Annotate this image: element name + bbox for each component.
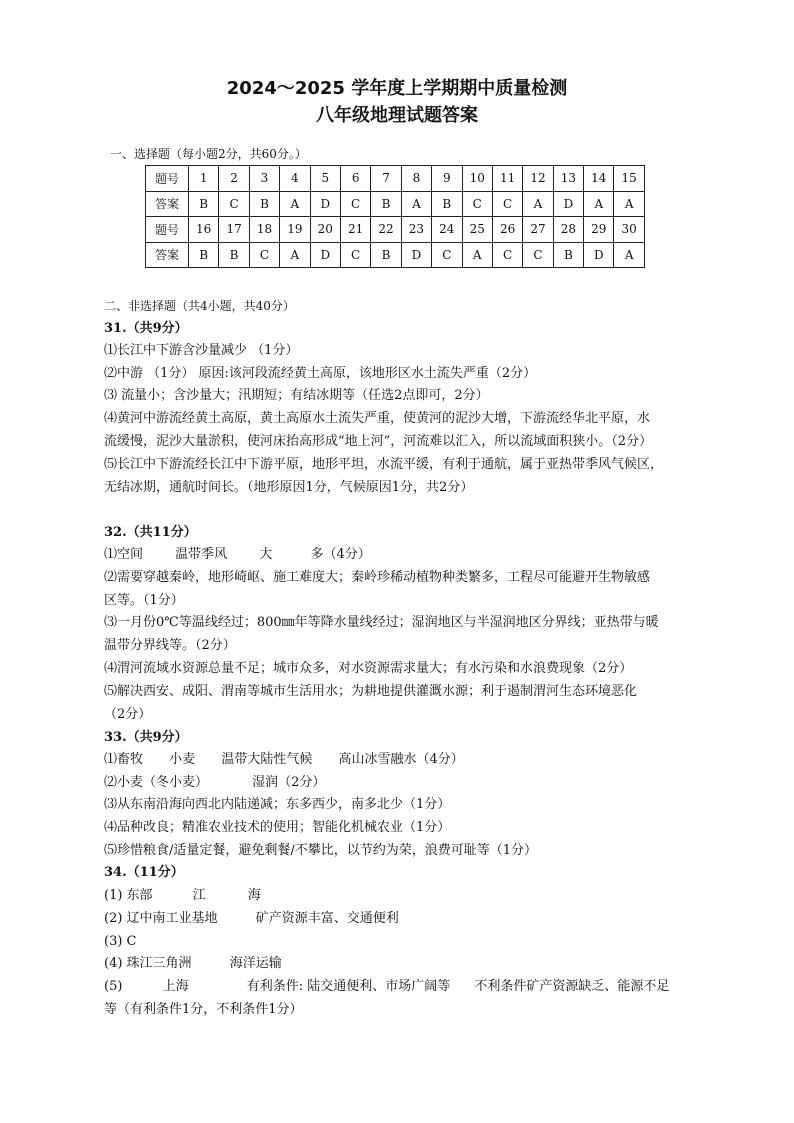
q34-answer: (5): [104, 979, 123, 994]
row-header-cell: 答案: [146, 242, 189, 268]
answer-cell: A: [523, 191, 553, 217]
q31-line: 无结冰期，通航时间长。（地形原因1分，气候原因1分，共2分）: [104, 480, 474, 495]
answer-cell: C: [492, 242, 522, 268]
question-number-cell: 6: [340, 166, 370, 192]
question-number-cell: 1: [189, 166, 219, 192]
answer-cell: B: [553, 242, 583, 268]
q34-line: (3) C: [104, 934, 137, 949]
table-row: [146, 217, 645, 243]
answer-cell: C: [340, 242, 370, 268]
q33-answer: ⑵小麦（冬小麦）: [104, 775, 209, 790]
q33-line: ⑷品种改良；精准农业技术的使用；智能化机械农业（1分）: [104, 820, 451, 835]
q34-line: [104, 979, 669, 995]
q33-answer: 湿润（2分）: [252, 775, 326, 790]
answer-cell: A: [584, 191, 614, 217]
q33-answer: ⑴畜牧: [104, 752, 144, 767]
question-number-cell: 2: [219, 166, 249, 192]
q33-line: ⑶从东南沿海向西北内陆递减；东多西少，南多北少（1分）: [104, 797, 451, 812]
question-number-cell: 10: [462, 166, 492, 192]
q34-answer: (2) 辽中南工业基地: [104, 911, 218, 926]
q33-answer: 温带大陆性气候: [221, 752, 313, 767]
q31-line: 流缓慢，泥沙大量淤积，使河床抬高形成“地上河”，河流难以汇入，所以流域面积狭小。（2分）: [104, 434, 653, 449]
doc-title-line2: 八年级地理试题答案: [316, 105, 478, 126]
question-number-cell: 27: [523, 217, 553, 243]
answer-table: [145, 165, 645, 268]
row-header-cell: 题号: [146, 166, 189, 192]
question-number-cell: 4: [280, 166, 310, 192]
question-number-cell: 8: [401, 166, 431, 192]
question-number-cell: 21: [340, 217, 370, 243]
q32-answer: 温带季风: [175, 547, 228, 562]
answer-cell: D: [401, 242, 431, 268]
answer-cell: C: [523, 242, 553, 268]
answer-cell: A: [614, 191, 644, 217]
question-number-cell: 12: [523, 166, 553, 192]
q34-answer: (4) 珠江三角洲: [104, 956, 192, 971]
q31-title: 31.（共9分）: [104, 321, 188, 336]
answer-cell: D: [584, 242, 614, 268]
q32-line: （2分）: [104, 707, 152, 722]
q33-answer: 小麦: [169, 752, 196, 767]
answer-cell: B: [371, 191, 401, 217]
question-number-cell: 3: [249, 166, 279, 192]
answer-cell: C: [432, 242, 462, 268]
q34-answer: 矿产资源丰富、交通便利: [255, 911, 399, 926]
question-number-cell: 11: [492, 166, 522, 192]
q31-line: ⑷黄河中游流经黄土高原，黄土高原水土流失严重，使黄河的泥沙大增，下游流经华北平原，水: [104, 411, 651, 426]
question-number-cell: 30: [614, 217, 644, 243]
table-row: [146, 166, 645, 192]
answer-cell: D: [310, 242, 340, 268]
q34-answer: 不利条件矿产资源缺乏、能源不足: [474, 979, 670, 994]
question-number-cell: 25: [462, 217, 492, 243]
question-number-cell: 26: [492, 217, 522, 243]
answer-cell: C: [219, 191, 249, 217]
answer-cell: D: [553, 191, 583, 217]
question-number-cell: 7: [371, 166, 401, 192]
q33-title: 33.（共9分）: [104, 730, 188, 745]
question-number-cell: 15: [614, 166, 644, 192]
table-row: [146, 191, 645, 217]
answer-cell: A: [280, 242, 310, 268]
answer-cell: B: [189, 191, 219, 217]
section1-heading: 一、选择题（每小题2分，共60分。）: [110, 147, 307, 161]
q31-line: ⑵中游 （1分） 原因:该河段流经黄土高原，该地形区水土流失严重（2分）: [104, 366, 537, 381]
question-number-cell: 24: [432, 217, 462, 243]
q34-line: 等（有利条件1分，不利条件1分）: [104, 1002, 303, 1017]
q33-line: ⑸珍惜粮食/适量定餐，避免剩餐/不攀比，以节约为荣，浪费可耻等（1分）: [104, 843, 538, 858]
q34-answer: 海洋运输: [229, 956, 282, 971]
q34-answer: 上海: [162, 979, 189, 994]
q32-line: ⑷渭河流域水资源总量不足；城市众多，对水资源需求量大；有水污染和水浪费现象（2分）: [104, 661, 633, 676]
q31-line: ⑴长江中下游含沙量减少 （1分）: [104, 343, 299, 358]
q34-answer: (1) 东部: [104, 888, 153, 903]
q34-answer: 海: [247, 888, 261, 903]
answer-cell: B: [219, 242, 249, 268]
answer-cell: C: [249, 242, 279, 268]
q31-line: ⑸长江中下游流经长江中下游平原，地形平坦，水流平缓，有利于通航，属于亚热带季风气候区，: [104, 457, 664, 472]
q33-line: [104, 775, 325, 791]
question-number-cell: 16: [189, 217, 219, 243]
q32-answer: ⑴空间: [104, 547, 144, 562]
q34-answer: 有利条件: 陆交通便利、市场广阔等: [246, 979, 451, 994]
answer-cell: B: [432, 191, 462, 217]
q34-line: [104, 888, 261, 904]
question-number-cell: 20: [310, 217, 340, 243]
answer-cell: B: [189, 242, 219, 268]
question-number-cell: 5: [310, 166, 340, 192]
answer-cell: C: [462, 191, 492, 217]
answer-cell: C: [340, 191, 370, 217]
answer-cell: A: [462, 242, 492, 268]
q33-answer: 高山冰雪融水（4分）: [338, 752, 464, 767]
q34-line: [104, 956, 282, 972]
answer-cell: C: [492, 191, 522, 217]
question-number-cell: 18: [249, 217, 279, 243]
question-number-cell: 17: [219, 217, 249, 243]
q32-answer: 大: [259, 547, 273, 562]
answer-cell: D: [310, 191, 340, 217]
row-header-cell: 答案: [146, 191, 189, 217]
q34-answer: 江: [192, 888, 206, 903]
answer-cell: B: [371, 242, 401, 268]
question-number-cell: 19: [280, 217, 310, 243]
q34-line: [104, 911, 399, 927]
question-number-cell: 29: [584, 217, 614, 243]
question-number-cell: 14: [584, 166, 614, 192]
section2-heading: 二、非选择题（共4小题，共40分）: [104, 299, 295, 313]
question-number-cell: 23: [401, 217, 431, 243]
q32-title: 32.（共11分）: [104, 525, 197, 540]
q31-line: ⑶ 流量小；含沙量大；汛期短；有结冰期等（任选2点即可，2分）: [104, 388, 489, 403]
q32-line: [104, 547, 371, 563]
table-row: [146, 242, 645, 268]
q32-answer: 多（4分）: [310, 547, 371, 562]
q33-line: [104, 752, 464, 768]
row-header-cell: 题号: [146, 217, 189, 243]
question-number-cell: 13: [553, 166, 583, 192]
answer-cell: A: [614, 242, 644, 268]
q32-line: ⑸解决西安、成阳、渭南等城市生活用水；为耕地提供灌溉水源；利于遏制渭河生态环境恶化: [104, 684, 638, 699]
answer-cell: B: [249, 191, 279, 217]
question-number-cell: 28: [553, 217, 583, 243]
q32-line: ⑵需要穿越秦岭，地形崎岖、施工难度大；秦岭珍稀动植物种类繁多，工程尽可能避开生物敏感: [104, 570, 651, 585]
q34-title: 34.（11分）: [104, 865, 184, 880]
question-number-cell: 9: [432, 166, 462, 192]
q32-line: 区等。（1分）: [104, 593, 184, 608]
question-number-cell: 22: [371, 217, 401, 243]
answer-cell: A: [280, 191, 310, 217]
answer-cell: A: [401, 191, 431, 217]
q32-line: 温带分界线等。（2分）: [104, 638, 236, 653]
q32-line: ⑶一月份0℃等温线经过；800㎜年等降水量线经过；湿润地区与半湿润地区分界线；亚热带与暖: [104, 615, 659, 630]
doc-title-line1: 2024～2025 学年度上学期期中质量检测: [226, 78, 568, 99]
